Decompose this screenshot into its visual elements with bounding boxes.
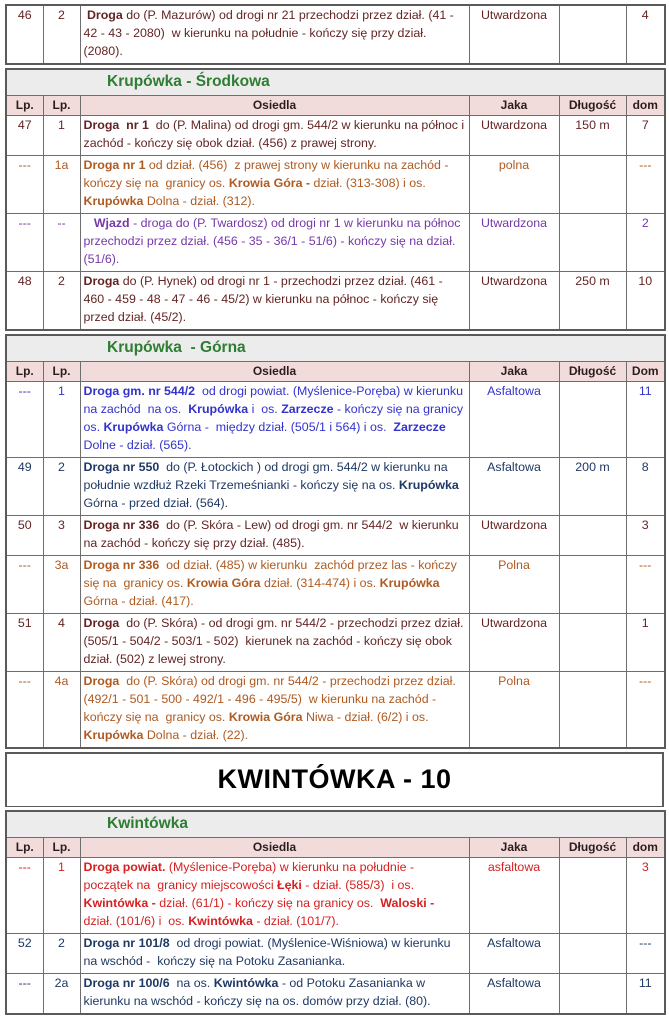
- table-row: [6, 556, 665, 614]
- osiedla-text: Droga: [86, 8, 123, 22]
- jaka-cell: Utwardzona: [469, 272, 559, 330]
- dom-cell: 11: [626, 974, 665, 1014]
- lp1-cell: ---: [6, 858, 43, 934]
- osiedla-text: Kwintówka: [188, 914, 253, 929]
- lp2-cell: 4a: [43, 672, 80, 748]
- dlugosc-cell: 250 m: [559, 272, 626, 330]
- dlugosc-cell: [559, 214, 626, 272]
- osiedla-text: [84, 216, 94, 230]
- column-header-osiedla: Osiedla: [80, 96, 469, 116]
- osiedla-text: Droga gm. nr 544/2: [83, 384, 196, 399]
- section-band: [6, 811, 665, 838]
- osiedla-text: od drogi powiat. (Myślenice-Wiśniowa) w kierunku na wschód - kończy się na Potoku Zasanianka.: [83, 936, 455, 969]
- osiedla-text: Waloski -: [380, 896, 435, 911]
- osiedla-text: Krowia Góra: [228, 710, 303, 725]
- dom-cell: 7: [626, 116, 665, 156]
- osiedla-text: na os.: [169, 976, 214, 991]
- osiedla-text: Droga nr 100/6: [83, 976, 170, 991]
- lp1-cell: ---: [6, 156, 43, 214]
- lp2-cell: 2: [43, 458, 80, 516]
- lp2-cell: 4: [43, 614, 80, 672]
- lp2-cell: 1: [43, 116, 80, 156]
- column-header-jaka: Jaka: [469, 838, 559, 858]
- lp2-cell: --: [43, 214, 80, 272]
- dom-cell: 2: [626, 214, 665, 272]
- section-title: Krupówka - Środkowa: [6, 69, 665, 96]
- osiedla-text: Krupówka: [379, 576, 440, 591]
- osiedla-text: Droga nr 336: [83, 518, 160, 533]
- osiedla-text: Niwa - dział. (6/2) i os.: [302, 710, 432, 725]
- jaka-cell: Asfaltowa: [469, 974, 559, 1014]
- column-header-jaka: Jaka: [469, 362, 559, 382]
- column-header-osiedla: Osiedla: [80, 838, 469, 858]
- lp2-cell: 1: [43, 382, 80, 458]
- lp2-cell: 3: [43, 516, 80, 556]
- lp1-cell: ---: [6, 214, 43, 272]
- column-header-dom: Dom: [626, 362, 665, 382]
- lp1-cell: 49: [6, 458, 43, 516]
- table-row: [6, 934, 665, 974]
- column-header-lp1: Lp.: [6, 838, 43, 858]
- lp2-cell: 2a: [43, 974, 80, 1014]
- column-header-row: [6, 838, 665, 858]
- dlugosc-cell: [559, 516, 626, 556]
- osiedla-text: Droga nr 1: [83, 158, 146, 173]
- lp1-cell: 46: [6, 5, 43, 64]
- osiedla-text: - dział. (585/3) i os.: [301, 878, 418, 893]
- table-row: [6, 116, 665, 156]
- osiedla-text: i os.: [248, 402, 282, 417]
- osiedla-cell: [80, 672, 469, 748]
- table-row: [6, 382, 665, 458]
- lp2-cell: 2: [43, 272, 80, 330]
- jaka-cell: asfaltowa: [469, 858, 559, 934]
- dlugosc-cell: [559, 934, 626, 974]
- table-row: [6, 5, 665, 64]
- dlugosc-cell: [559, 5, 626, 64]
- dlugosc-cell: [559, 858, 626, 934]
- section-band: [6, 69, 665, 96]
- osiedla-text: Dolne - dział. (565).: [83, 420, 450, 453]
- osiedla-cell: [80, 934, 469, 974]
- osiedla-text: do (P. Skóra) od drogi gm. nr 544/2 - przechodzi przez dział. (492/1 - 501 - 500 - 492/1 - 496 - 495/5) w kierunku na zachód - kończy się na granicy os.: [83, 674, 460, 725]
- column-header-dom: dom: [626, 96, 665, 116]
- column-header-row: [6, 362, 665, 382]
- column-header-lp2: Lp.: [43, 362, 80, 382]
- osiedla-text: Droga nr 1: [83, 118, 149, 133]
- dom-cell: ---: [626, 556, 665, 614]
- osiedla-cell: [80, 382, 469, 458]
- column-header-lp1: Lp.: [6, 96, 43, 116]
- dom-cell: 3: [626, 516, 665, 556]
- osiedla-text: dział. (101/6) i os.: [83, 896, 438, 929]
- osiedla-text: dział. (61/1) - kończy się na granicy os.: [155, 896, 381, 911]
- osiedla-text: Droga: [83, 674, 120, 689]
- column-header-lp2: Lp.: [43, 838, 80, 858]
- osiedla-text: Łęki: [277, 878, 302, 893]
- osiedla-cell: [80, 458, 469, 516]
- dom-cell: 3: [626, 858, 665, 934]
- dlugosc-cell: [559, 556, 626, 614]
- dlugosc-cell: 150 m: [559, 116, 626, 156]
- osiedla-text: od dział. (456) z prawej strony w kierunku na zachód - kończy się na granicy os.: [83, 158, 452, 191]
- osiedla-text: Zarzecze: [281, 402, 334, 417]
- osiedla-text: do (P. Skóra) - od drogi gm. nr 544/2 - przechodzi przez dział. (505/1 - 504/2 - 503/1 - 502) kierunek na zachód - kończy się obok dział. (502) z lewej strony.: [83, 616, 467, 667]
- column-header-osiedla: Osiedla: [80, 362, 469, 382]
- dom-cell: 4: [626, 5, 665, 64]
- osiedla-text: dział. (313-308) i os.: [310, 176, 430, 191]
- osiedla-text: Zarzecze: [393, 420, 446, 435]
- osiedla-text: Krupówka: [103, 420, 164, 435]
- section-table: [5, 334, 666, 749]
- osiedla-cell: [80, 556, 469, 614]
- osiedla-text: Droga nr 101/8: [83, 936, 170, 951]
- osiedla-text: - dział. (101/7).: [252, 914, 339, 929]
- osiedla-text: Krupówka: [188, 402, 249, 417]
- osiedla-text: Górna - przed dział. (564).: [83, 478, 463, 511]
- jaka-cell: Polna: [469, 672, 559, 748]
- osiedla-text: Górna - między dział. (505/1 i 564) i os.: [163, 420, 394, 435]
- dom-cell: ---: [626, 156, 665, 214]
- osiedla-text: Krupówka: [83, 728, 144, 743]
- lp2-cell: 1: [43, 858, 80, 934]
- section-title: Kwintówka: [6, 811, 665, 838]
- table-row: [6, 974, 665, 1014]
- lp1-cell: ---: [6, 556, 43, 614]
- osiedla-cell: [80, 858, 469, 934]
- column-header-dlugosc: Długość: [559, 362, 626, 382]
- osiedla-text: - kończy się na granicy os.: [83, 402, 467, 435]
- osiedla-cell: [80, 974, 469, 1014]
- lp2-cell: 1a: [43, 156, 80, 214]
- osiedla-text: dział. (314-474) i os.: [260, 576, 380, 591]
- osiedla-text: Droga: [83, 274, 120, 289]
- dom-cell: 8: [626, 458, 665, 516]
- road-registry: [5, 4, 664, 1015]
- column-header-lp1: Lp.: [6, 362, 43, 382]
- lp1-cell: ---: [6, 382, 43, 458]
- osiedla-text: - droga do (P. Twardosz) od drogi nr 1 w kierunku na północ przechodzi przez dział. (456 - 35 - 36/1 - 51/6) - kończy się na dział. (51/6).: [83, 216, 464, 267]
- lp1-cell: 50: [6, 516, 43, 556]
- osiedla-cell: [80, 5, 469, 64]
- column-header-row: [6, 96, 665, 116]
- dom-cell: 10: [626, 272, 665, 330]
- dlugosc-cell: [559, 156, 626, 214]
- dom-cell: 1: [626, 614, 665, 672]
- osiedla-text: Krowia Góra: [186, 576, 261, 591]
- dom-cell: 11: [626, 382, 665, 458]
- jaka-cell: Utwardzona: [469, 214, 559, 272]
- osiedla-cell: [80, 272, 469, 330]
- osiedla-text: Droga: [83, 616, 120, 631]
- osiedla-text: Dolna - dział. (312).: [143, 194, 255, 209]
- jaka-cell: polna: [469, 156, 559, 214]
- lp2-cell: 3a: [43, 556, 80, 614]
- osiedla-cell: [80, 116, 469, 156]
- jaka-cell: Asfaltowa: [469, 934, 559, 974]
- osiedla-text: od dział. (485) w kierunku zachód przez las - kończy się na granicy os.: [83, 558, 461, 591]
- osiedla-text: Krupówka: [398, 478, 459, 493]
- lp2-cell: 2: [43, 934, 80, 974]
- osiedla-text: do (P. Łotockich ) od drogi gm. 544/2 w kierunku na południe wzdłuż Rzeki Trzemeśnianki - kończy się na os.: [83, 460, 452, 493]
- table-row: [6, 614, 665, 672]
- column-header-dlugosc: Długość: [559, 838, 626, 858]
- osiedla-text: do (P. Skóra - Lew) od drogi gm. nr 544/2 w kierunku na zachód - kończy się przy dział. (485).: [83, 518, 463, 551]
- table-row: [6, 858, 665, 934]
- osiedla-text: Droga powiat.: [83, 860, 166, 875]
- table-row: [6, 214, 665, 272]
- lp1-cell: 48: [6, 272, 43, 330]
- jaka-cell: Asfaltowa: [469, 382, 559, 458]
- osiedla-text: Dolna - dział. (22).: [143, 728, 249, 743]
- osiedla-text: Wjazd: [93, 216, 130, 231]
- jaka-cell: Asfaltowa: [469, 458, 559, 516]
- table-row: [6, 672, 665, 748]
- jaka-cell: Utwardzona: [469, 516, 559, 556]
- osiedla-text: do (P. Malina) od drogi gm. 544/2 w kierunku na północ i zachód - kończy się obok dział. (456) z prawej strony.: [83, 118, 468, 151]
- lp1-cell: 52: [6, 934, 43, 974]
- dlugosc-cell: 200 m: [559, 458, 626, 516]
- lp1-cell: 47: [6, 116, 43, 156]
- section-table: [5, 4, 666, 65]
- osiedla-text: (Myślenice-Poręba) w kierunku na południe - początek na granicy miejscowości: [83, 860, 418, 893]
- osiedla-text: Droga nr 550: [83, 460, 160, 475]
- table-row: [6, 156, 665, 214]
- osiedla-cell: [80, 156, 469, 214]
- lp1-cell: ---: [6, 672, 43, 748]
- osiedla-text: Kwintówka: [213, 976, 279, 991]
- osiedla-text: Górna - dział. (417).: [83, 576, 444, 609]
- osiedla-text: Krupówka: [83, 194, 144, 209]
- jaka-cell: Utwardzona: [469, 614, 559, 672]
- osiedla-cell: [80, 214, 469, 272]
- lp2-cell: 2: [43, 5, 80, 64]
- dlugosc-cell: [559, 382, 626, 458]
- lp1-cell: 51: [6, 614, 43, 672]
- osiedla-cell: [80, 516, 469, 556]
- table-row: [6, 272, 665, 330]
- osiedla-text: Droga nr 336: [83, 558, 160, 573]
- table-row: [6, 516, 665, 556]
- dlugosc-cell: [559, 614, 626, 672]
- section-title: Krupówka - Górna: [6, 335, 665, 362]
- osiedla-cell: [80, 614, 469, 672]
- column-header-jaka: Jaka: [469, 96, 559, 116]
- section-band: [6, 335, 665, 362]
- table-row: [6, 458, 665, 516]
- column-header-dom: dom: [626, 838, 665, 858]
- column-header-dlugosc: Długość: [559, 96, 626, 116]
- section-table: [5, 68, 666, 331]
- osiedla-text: Krowia Góra -: [228, 176, 311, 191]
- dlugosc-cell: [559, 672, 626, 748]
- jaka-cell: Utwardzona: [469, 5, 559, 64]
- dom-cell: ---: [626, 672, 665, 748]
- osiedla-text: - od Potoku Zasanianka w kierunku na wschód - kończy się na os. domów przy dział. (80).: [83, 976, 431, 1009]
- osiedla-text: Kwintówka -: [83, 896, 156, 911]
- osiedla-text: do (P. Mazurów) od drogi nr 21 przechodzi przez dział. (41 - 42 - 43 - 2080) w kierunku na południe - kończy się przy dział. (2080).: [83, 8, 458, 58]
- dom-cell: ---: [626, 934, 665, 974]
- column-header-lp2: Lp.: [43, 96, 80, 116]
- osiedla-text: od drogi powiat. (Myślenice-Poręba) w kierunku na zachód na os.: [83, 384, 467, 417]
- osiedla-text: do (P. Hynek) od drogi nr 1 - przechodzi przez dział. (461 - 460 - 459 - 48 - 47 - 46 - 45/2) w kierunku na północ - kończy się przed dział. (45/2).: [83, 274, 447, 325]
- dlugosc-cell: [559, 974, 626, 1014]
- jaka-cell: Utwardzona: [469, 116, 559, 156]
- jaka-cell: Polna: [469, 556, 559, 614]
- lp1-cell: ---: [6, 974, 43, 1014]
- page-title: KWINTÓWKA - 10: [5, 752, 664, 807]
